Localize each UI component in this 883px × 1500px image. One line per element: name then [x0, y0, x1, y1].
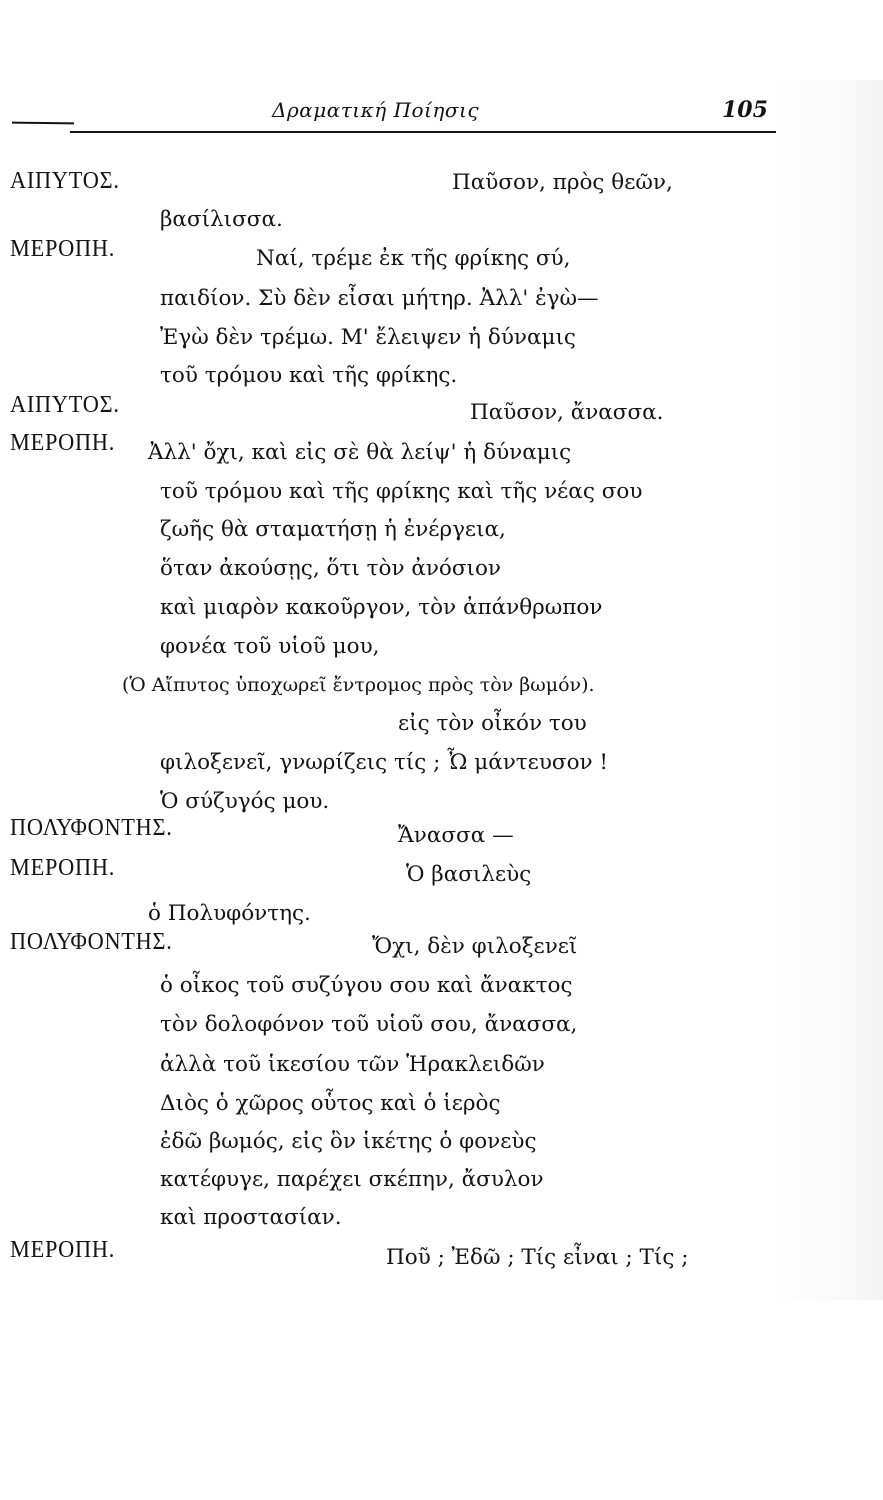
verse-line: φιλοξενεῖ, γνωρίζεις τίς ; Ὦ μάντευσον ! — [160, 750, 609, 775]
running-header-title: Δραματική Ποίησις — [272, 98, 480, 122]
verse-line: Ποῦ ; Ἐδῶ ; Τίς εἶναι ; Τίς ; — [386, 1245, 689, 1270]
verse-line: ζωῆς θὰ σταματήσῃ ἡ ἐνέργεια, — [160, 517, 506, 542]
verse-line: Ὄχι, δὲν φιλοξενεῖ — [372, 934, 578, 959]
speaker-aipytos: ΑΙΠΥΤΟΣ. — [10, 392, 120, 418]
verse-line: καὶ μιαρὸν κακοῦργον, τὸν ἀπάνθρωπον — [160, 595, 603, 620]
speaker-merope: ΜΕΡΟΠΗ. — [10, 1237, 116, 1263]
verse-line: φονέα τοῦ υἱοῦ μου, — [160, 634, 380, 659]
verse-line: Ἄνασσα — — [398, 823, 514, 848]
verse-line: τοῦ τρόμου καὶ τῆς φρίκης. — [160, 363, 458, 388]
verse-line: παιδίον. Σὺ δὲν εἶσαι μήτηρ. Ἀλλ' ἐγὼ— — [160, 286, 599, 311]
verse-line: ἀλλὰ τοῦ ἱκεσίου τῶν Ἡρακλειδῶν — [160, 1052, 545, 1077]
verse-line: Παῦσον, πρὸς θεῶν, — [452, 170, 673, 195]
speaker-polyphontes: ΠΟΛΥΦΟΝΤΗΣ. — [10, 815, 173, 841]
verse-line: ὁ Πολυφόντης. — [148, 901, 311, 926]
verse-line: Διὸς ὁ χῶρος οὗτος καὶ ὁ ἱερὸς — [160, 1091, 501, 1116]
verse-line: ἐδῶ βωμός, εἰς ὃν ἱκέτης ὁ φονεὺς — [160, 1129, 537, 1154]
verse-line: Ὁ βασιλεὺς — [406, 862, 532, 887]
speaker-merope: ΜΕΡΟΠΗ. — [10, 430, 116, 456]
verse-line: ὁ οἶκος τοῦ συζύγου σου καὶ ἄνακτος — [160, 973, 573, 998]
verse-line: κατέφυγε, παρέχει σκέπην, ἄσυλον — [160, 1167, 544, 1192]
verse-line: τὸν δολοφόνον τοῦ υἱοῦ σου, ἄνασσα, — [160, 1012, 578, 1037]
verse-line: εἰς τὸν οἶκόν του — [398, 711, 587, 736]
verse-line: τοῦ τρόμου καὶ τῆς φρίκης καὶ τῆς νέας σου — [160, 479, 643, 504]
speaker-merope: ΜΕΡΟΠΗ. — [10, 236, 116, 262]
speaker-polyphontes: ΠΟΛΥΦΟΝΤΗΣ. — [10, 929, 173, 955]
header-rule-left — [12, 122, 74, 125]
verse-line: Παῦσον, ἄνασσα. — [470, 400, 664, 425]
verse-line: Ἐγὼ δὲν τρέμω. Μ' ἔλειψεν ἡ δύναμις — [160, 325, 576, 350]
verse-line: Ναί, τρέμε ἐκ τῆς φρίκης σύ, — [256, 246, 571, 271]
verse-line: βασίλισσα. — [160, 207, 283, 232]
verse-line: Ἀλλ' ὄχι, καὶ εἰς σὲ θὰ λείψ' ἡ δύναμις — [148, 440, 572, 465]
verse-line: ὅταν ἀκούσῃς, ὅτι τὸν ἀνόσιον — [160, 556, 501, 581]
verse-line: Ὁ σύζυγός μου. — [160, 789, 330, 814]
speaker-merope: ΜΕΡΟΠΗ. — [10, 855, 116, 881]
header-rule — [70, 131, 776, 133]
stage-direction: (Ὁ Αἴπυτος ὑποχωρεῖ ἔντρομος πρὸς τὸν βωμόν). — [122, 674, 595, 696]
verse-line: καὶ προστασίαν. — [160, 1205, 342, 1230]
speaker-aipytos: ΑΙΠΥΤΟΣ. — [10, 168, 120, 194]
page-number: 105 — [722, 97, 768, 123]
show-through-shadow — [773, 80, 883, 1300]
